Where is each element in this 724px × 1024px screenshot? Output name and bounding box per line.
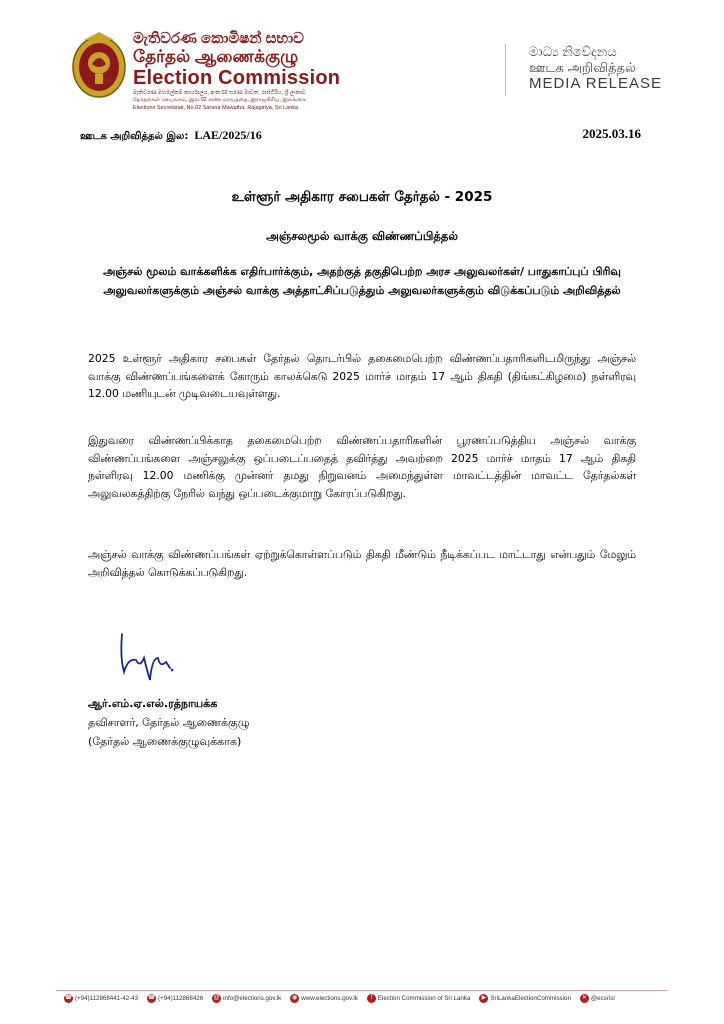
contact-footer (64, 994, 615, 1003)
footer-phone-2: ☎ (+94)112868426 (147, 995, 204, 1002)
facebook-icon: f (367, 994, 376, 1003)
org-name-english: Election Commission (133, 66, 341, 89)
footer-website[interactable]: ◉ www.elections.gov.lk (292, 995, 358, 1002)
body-paragraph-3: அஞ்சல் வாக்கு விண்ணப்பங்கள் ஏற்றுக்கொள்ளப்படும் திகதி மீண்டும் நீடிக்கப்பட மாட்டாது என்பதும் மேலும் அறிவித்தல் கொடுக்கப்படுகிறது. (88, 548, 636, 579)
body-paragraph-1: 2025 உள்ளூர் அதிகார சபைகள் தேர்தல் தொடர்பில் தகைமைபெற்ற விண்ணப்பதாரிகளிடமிருந்து அஞ்சல் வாக்கு விண்ணப்பங்களைக் கோரும் காலக்கெடு 2025 மார்ச் மாதம் 17 ஆம் திகதி (திங்கட்கிழமை) நள்ளிரவு 12.00 மணியுடன் முடிவடையவுள்ளது. (88, 352, 636, 400)
footer-facebook[interactable]: f Election Commission of Sri Lanka (367, 994, 471, 1003)
signer-block (88, 694, 250, 751)
footer-phone-1: ☎ (+94)112868441-42-43 (64, 995, 139, 1002)
media-release-sinhala: මාධ්‍ය නිවේදනය (528, 44, 617, 59)
address-tamil: தேர்தல்கள் செயலகம், இல.02 சரண மாவத்தை, இராஜகிரிய, இலங்கை (133, 97, 306, 104)
twitter-icon: ✕ (581, 995, 587, 1001)
election-commission-seal-icon (70, 30, 128, 100)
signer-title: தவிசாளர், தேர்தல் ஆணைக்குழு (88, 716, 250, 729)
signer-name: ஆர்.எம்.ஏ.எல்.ரத்நாயக்க (88, 697, 218, 710)
reference-number: LAE/2025/16 (194, 128, 262, 142)
release-date: 2025.03.16 (582, 126, 641, 141)
organization-name-block (133, 30, 340, 112)
social-icon: ▶ (479, 994, 488, 1003)
globe-icon: ◉ (292, 995, 298, 1001)
header-divider (505, 44, 506, 96)
footer-divider (56, 990, 668, 991)
signature-icon (110, 628, 180, 688)
footer-social[interactable]: ▶ SriLankaElectionCommission (479, 994, 570, 1003)
reference-label: ஊடக அறிவித்தல் இல: (80, 131, 189, 142)
headline: அஞ்சல் மூலம் வாக்களிக்க எதிர்பார்க்கும், அதற்குத் தகுதிபெற்ற அரச அலுவலர்கள்/ பாதுகாப்புப் பிரிவு அலுவலர்களுக்கும் அஞ்சல் வாக்கு அத்தாட்சிப்படுத்தும் அலுவலர்களுக்கும் விடுக்கப்படும் அறிவித்தல் (103, 265, 621, 297)
media-release-english: MEDIA RELEASE (528, 75, 662, 93)
signer-on-behalf: (தேர்தல் ஆணைக்குழுவுக்காக) (88, 735, 242, 748)
body-paragraph-2: இதுவரை விண்ணப்பிக்காத தகைமைபெற்ற விண்ணப்பதாரிகளின் பூரணப்படுத்திய அஞ்சல் வாக்கு விண்ணப்பங்களை அஞ்சலுக்கு ஒப்படைப்பதைத் தவிர்த்து அவற்றை 2025 மார்ச் மாதம் 17 ஆம் திகதி நள்ளிரவு 12.00 மணிக்கு முன்னர் தமது நிறுவனம் அமைந்துள்ள மாவட்டத்தின் மாவட்ட தேர்தல்கள் அலுவலகத்திற்கு நேரில் வந்து ஒப்படைக்குமாறு கோரப்படுகிறது. (88, 434, 636, 500)
reference-line (80, 128, 262, 143)
main-title: உள்ளூர் அதிகார சபைகள் தேர்தல் - 2025 (231, 189, 493, 205)
address-sinhala: මැතිවරණ මහලේකම් කාර්යාලය, අංක 02 සරණ මාවත, රාජගිරිය, ශ්‍රී ලංකාව (133, 89, 306, 96)
footer-handle[interactable]: ✕ @ecsrisl (581, 995, 615, 1002)
phone-icon: ☎ (64, 995, 73, 1001)
media-release-label (529, 44, 662, 92)
sub-title: அஞ்சலமூல் வாக்கு விண்ணப்பித்தல் (266, 229, 458, 243)
email-icon: @ (213, 995, 220, 1001)
org-name-sinhala: මැතිවරණ කොමිෂන් සභාව (133, 30, 304, 47)
org-name-tamil: தேர்தல் ஆணைக்குழு (133, 47, 299, 67)
footer-email[interactable]: @ info@elections.gov.lk (213, 995, 282, 1002)
media-release-tamil: ஊடக அறிவித்தல் (528, 59, 636, 75)
address-english: Elections Secretariat, No.02 Sarana Mawatha, Rajagiriya, Sri Lanka (133, 104, 299, 111)
fax-icon: ☎ (147, 995, 156, 1001)
